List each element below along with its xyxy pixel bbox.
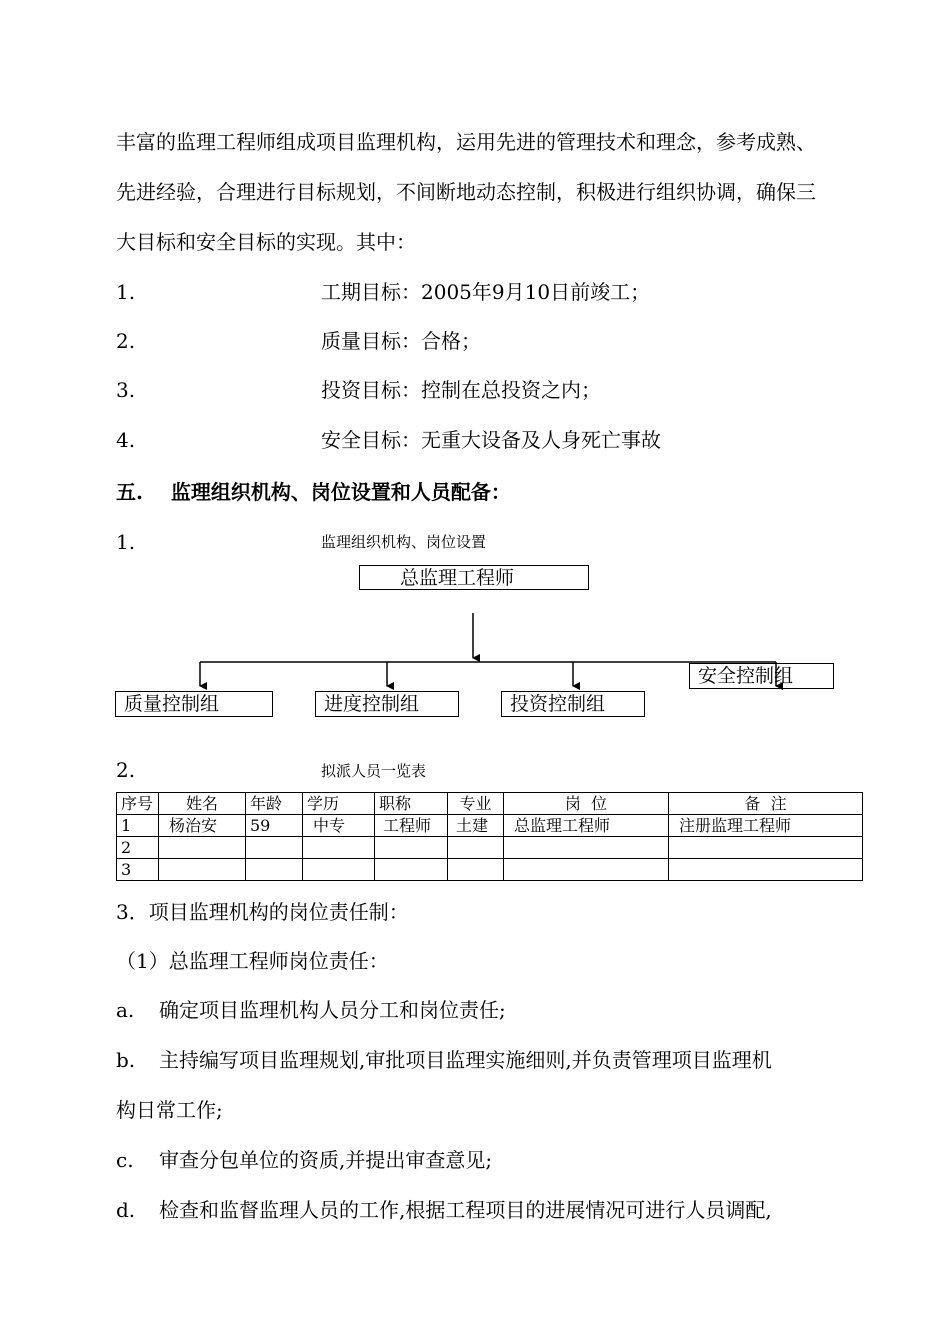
table-cell: 3 bbox=[117, 859, 159, 881]
org-group-progress: 进度控制组 bbox=[315, 691, 459, 717]
org-group-quality: 质量控制组 bbox=[115, 691, 273, 717]
table-cell bbox=[448, 859, 504, 881]
header-cell: 备 注 bbox=[669, 793, 863, 815]
duty-text: 检查和监督监理人员的工作,根据工程项目的进展情况可进行人员调配, bbox=[159, 1198, 772, 1222]
duty-text: 确定项目监理机构人员分工和岗位责任; bbox=[159, 998, 506, 1022]
staff-table-title: 拟派人员一览表 bbox=[321, 762, 427, 780]
table-cell: 注册监理工程师 bbox=[669, 815, 863, 837]
table-cell: 59 bbox=[246, 815, 303, 837]
table-cell: 杨治安 bbox=[159, 815, 246, 837]
table-cell: 中专 bbox=[303, 815, 375, 837]
org-group-safety: 安全控制组 bbox=[689, 663, 834, 689]
table-cell: 工程师 bbox=[375, 815, 448, 837]
duty-letter: b. bbox=[116, 1048, 136, 1072]
table-cell bbox=[504, 837, 669, 859]
table-cell bbox=[159, 837, 246, 859]
goal-number: 3. bbox=[116, 378, 136, 402]
table-cell bbox=[669, 859, 863, 881]
header-cell: 姓名 bbox=[159, 793, 246, 815]
table-cell: 总监理工程师 bbox=[504, 815, 669, 837]
table-cell bbox=[669, 837, 863, 859]
table-row bbox=[117, 815, 863, 837]
item-2-number: 2. bbox=[116, 758, 136, 782]
header-cell: 序号 bbox=[117, 793, 159, 815]
table-cell bbox=[303, 859, 375, 881]
goal-number: 1. bbox=[116, 280, 136, 304]
table-cell bbox=[246, 837, 303, 859]
goal-text: 工期目标：2005年9月10日前竣工； bbox=[321, 280, 651, 304]
header-cell: 专业 bbox=[448, 793, 504, 815]
goal-number: 2. bbox=[116, 329, 136, 353]
header-cell: 年龄 bbox=[246, 793, 303, 815]
duty-text-continued: 构日常工作; bbox=[116, 1098, 223, 1122]
table-cell bbox=[504, 859, 669, 881]
table-cell: 2 bbox=[117, 837, 159, 859]
header-cell: 职称 bbox=[375, 793, 448, 815]
duty-letter: a. bbox=[116, 998, 135, 1022]
table-cell: 土建 bbox=[448, 815, 504, 837]
duty-text: 审查分包单位的资质,并提出审查意见; bbox=[159, 1148, 493, 1172]
item-1-number: 1. bbox=[116, 530, 136, 554]
duties-title: 3．项目监理机构的岗位责任制： bbox=[116, 900, 409, 924]
intro-line-1: 丰富的监理工程师组成项目监理机构，运用先进的管理技术和理念，参考成熟、 bbox=[116, 130, 816, 154]
table-cell bbox=[246, 859, 303, 881]
goal-text: 安全目标：无重大设备及人身死亡事故 bbox=[321, 428, 661, 452]
table-cell bbox=[448, 837, 504, 859]
staff-table bbox=[116, 792, 863, 881]
org-group-investment: 投资控制组 bbox=[501, 691, 645, 717]
section-heading: 五. 监理组织机构、岗位设置和人员配备： bbox=[116, 480, 511, 504]
goal-number: 4. bbox=[116, 428, 136, 452]
org-chart-title: 监理组织机构、岗位设置 bbox=[321, 533, 487, 551]
header-cell: 岗 位 bbox=[504, 793, 669, 815]
intro-line-2: 先进经验，合理进行目标规划，不间断地动态控制，积极进行组织协调，确保三 bbox=[116, 180, 816, 204]
goal-text: 投资目标：控制在总投资之内； bbox=[321, 378, 601, 402]
header-cell: 学历 bbox=[303, 793, 375, 815]
table-row bbox=[117, 859, 863, 881]
table-cell bbox=[159, 859, 246, 881]
table-cell: 1 bbox=[117, 815, 159, 837]
duties-subtitle: （1）总监理工程师岗位责任： bbox=[116, 949, 389, 973]
table-cell bbox=[303, 837, 375, 859]
goal-text: 质量目标：合格； bbox=[321, 329, 481, 353]
duty-letter: d. bbox=[116, 1198, 136, 1222]
table-header-row bbox=[117, 793, 863, 815]
duty-letter: c. bbox=[116, 1148, 134, 1172]
intro-line-3: 大目标和安全目标的实现。其中： bbox=[116, 230, 416, 254]
table-row bbox=[117, 837, 863, 859]
org-top-box: 总监理工程师 bbox=[359, 565, 589, 590]
table-cell bbox=[375, 859, 448, 881]
table-cell bbox=[375, 837, 448, 859]
duty-text: 主持编写项目监理规划,审批项目监理实施细则,并负责管理项目监理机 bbox=[159, 1048, 772, 1072]
